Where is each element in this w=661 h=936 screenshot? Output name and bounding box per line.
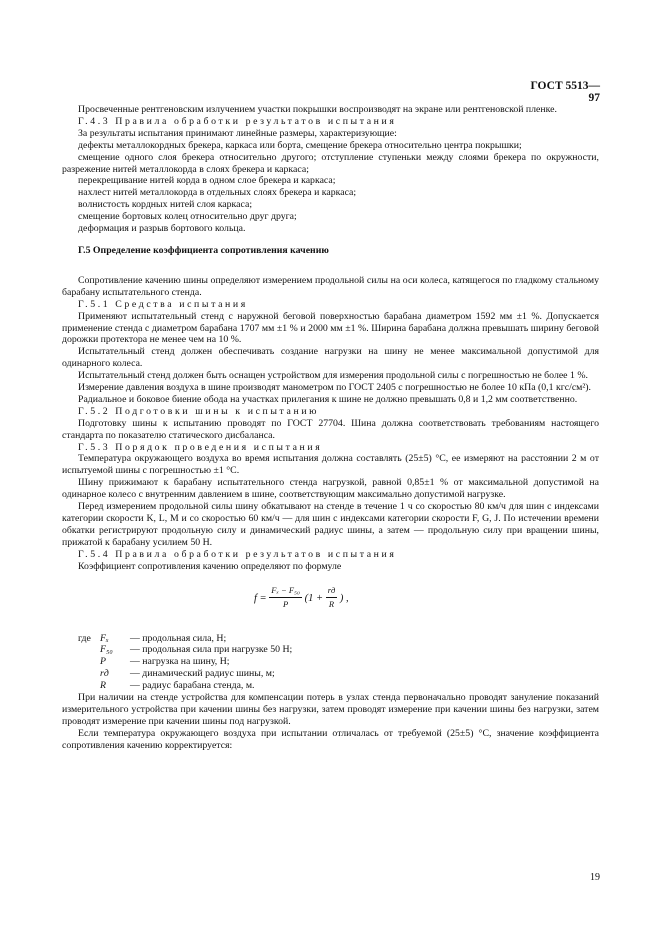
definition-text: — динамический радиус шины, м;: [130, 668, 275, 680]
page-number: 19: [590, 872, 600, 883]
paragraph: Перед измерением продольной силы шину обкатывают на стенде в течение 1 ч со скоростью 80 км/ч для шин с индексами категории скорости K, L, M и со скоростью 60 км/ч — для шин с индексами категории скорости F, G, J. По истечении времени обкатки регистрируют продольную силу и динамический радиус шины, а затем — продольную силу при вращении шины, прижатой к барабану усилием 50 Н.: [62, 501, 599, 548]
paragraph: Испытательный стенд должен обеспечивать создание нагрузки на шину не менее максимальной допустимой для одинарного колеса.: [62, 346, 599, 370]
definition-text: — продольная сила, Н;: [130, 632, 227, 644]
paragraph: Измерение давления воздуха в шине производят манометром по ГОСТ 2405 с погрешностью не более 10 кПа (0,1 кгс/см²).: [78, 382, 592, 394]
definition-row: [62, 633, 599, 645]
paragraph: Просвеченные рентгеновским излучением участки покрышки воспроизводят на экране или рентгеновской пленке.: [78, 104, 557, 115]
formula-lhs: f: [254, 592, 257, 604]
paragraph: Температура окружающего воздуха во время испытания должна составлять (25±5) °С, ее измеряют на расстоянии 2 м от испытуемой шины с погрешностью ±1 °С.: [62, 453, 599, 477]
paragraph: смещение бортовых колец относительно друг друга;: [78, 211, 297, 223]
section-heading: Г.5.2 Подготовки шины к испытанию: [78, 405, 320, 417]
formula-factor-open: (1 +: [304, 592, 324, 604]
rolling-resistance-formula: [62, 581, 599, 627]
formula-radius-numerator: rд: [326, 585, 338, 599]
formula-factor-close: ) ,: [339, 592, 349, 604]
definition-symbol: P: [100, 656, 106, 668]
definition-symbol: R: [100, 680, 106, 692]
paragraph: нахлест нитей металлокорда в отдельных слоях брекера и каркаса;: [78, 187, 357, 199]
definition-symbol: F₅₀: [100, 644, 113, 656]
definition-symbol: Fₓ: [100, 632, 109, 644]
definition-text: — продольная сила при нагрузке 50 Н;: [130, 644, 293, 656]
paragraph: дефекты металлокордных брекера, каркаса или борта, смещение брекера относительно центра покрышки;: [78, 139, 522, 151]
paragraph: Шину прижимают к барабану испытательного стенда нагрузкой, равной 0,85±1 % от максимальной допустимой на одинарное колесо с внутренним давлением в шине, соответствующим максимально допустимой нагрузке.: [62, 477, 599, 501]
paragraph: Если температура окружающего воздуха при испытании отличалась от требуемой (25±5) °С, значение коэффициента сопротивления качению корректируется:: [62, 727, 599, 751]
paragraph: смещение одного слоя брекера относительно другого; отступление ступеньки между слоями брекера по окружности, разрежение нитей металлокорда в слоях брекера и каркаса;: [62, 151, 599, 175]
definition-text: — нагрузка на шину, Н;: [130, 656, 230, 668]
formula-equals: =: [259, 592, 267, 604]
definition-row: [62, 668, 599, 680]
definition-row: [62, 644, 599, 656]
definition-row: [62, 656, 599, 668]
paragraph: Сопротивление качению шины определяют измерением продольной силы на оси колеса, катящегося по гладкому стальному барабану испытательного стенда.: [62, 274, 599, 298]
paragraph: Испытательный стенд должен быть оснащен устройством для измерения продольной силы с погрешностью не более 1 %.: [78, 370, 588, 382]
section-heading: Г.5.3 Порядок проведения испытания: [78, 441, 323, 453]
formula-definitions: [62, 633, 599, 692]
definition-prefix: где: [78, 632, 91, 644]
paragraph: За результаты испытания принимают линейные размеры, характеризующие:: [78, 127, 397, 139]
paragraph: При наличии на стенде устройства для компенсации потерь в узлах стенда первоначально проводят зануление показаний измерительного устройства при качении шины без нагрузки, затем проводят измерение при качении шины без нагрузки, затем проводят измерение при качении шины под нагрузкой.: [62, 691, 599, 727]
paragraph: Подготовку шины к испытанию проводят по ГОСТ 27704. Шина должна соответствовать требованиям настоящего стандарта по показателю статического дисбаланса.: [62, 417, 599, 441]
section-heading: Г.5.1 Средства испытания: [78, 298, 248, 310]
paragraph: Радиальное и боковое биение обода на участках прилегания к шине не должно превышать 0,8 и 1,2 мм соответственно.: [78, 393, 578, 405]
standard-header: ГОСТ 5513—97: [530, 80, 600, 104]
formula-main-fraction: [269, 585, 302, 612]
definition-symbol: rд: [100, 668, 109, 680]
document-body: [62, 104, 599, 752]
definition-text: — радиус барабана стенда, м.: [130, 680, 255, 692]
paragraph: перекрещивание нитей корда в одном слое брекера и каркаса;: [78, 175, 336, 187]
paragraph: волнистость кордных нитей слоя каркаса;: [78, 199, 253, 211]
section-title: Г.5 Определение коэффициента сопротивления качению: [78, 244, 329, 256]
paragraph: деформация и разрыв бортового кольца.: [78, 223, 246, 235]
section-heading: Г.5.4 Правила обработки результатов испытания: [78, 548, 397, 560]
formula-radius-denominator: R: [328, 599, 335, 610]
formula-numerator: Fₓ − F₅₀: [269, 585, 302, 599]
section-heading: Г.4.3 Правила обработки результатов испытания: [78, 115, 397, 127]
formula-radius-fraction: [326, 585, 338, 612]
paragraph: Применяют испытательный стенд с наружной беговой поверхностью барабана диаметром 1592 мм ±1 %. Допускается применение стенда с диаметром барабана 1707 мм ±1 % и 2000 мм ±1 %. Ширина барабана должна превышать ширину беговой дорожки протектора не менее чем на 10 %.: [62, 310, 599, 346]
formula-denominator: P: [283, 599, 289, 610]
definition-row: [62, 680, 599, 692]
paragraph: Коэффициент сопротивления качению определяют по формуле: [78, 560, 342, 572]
